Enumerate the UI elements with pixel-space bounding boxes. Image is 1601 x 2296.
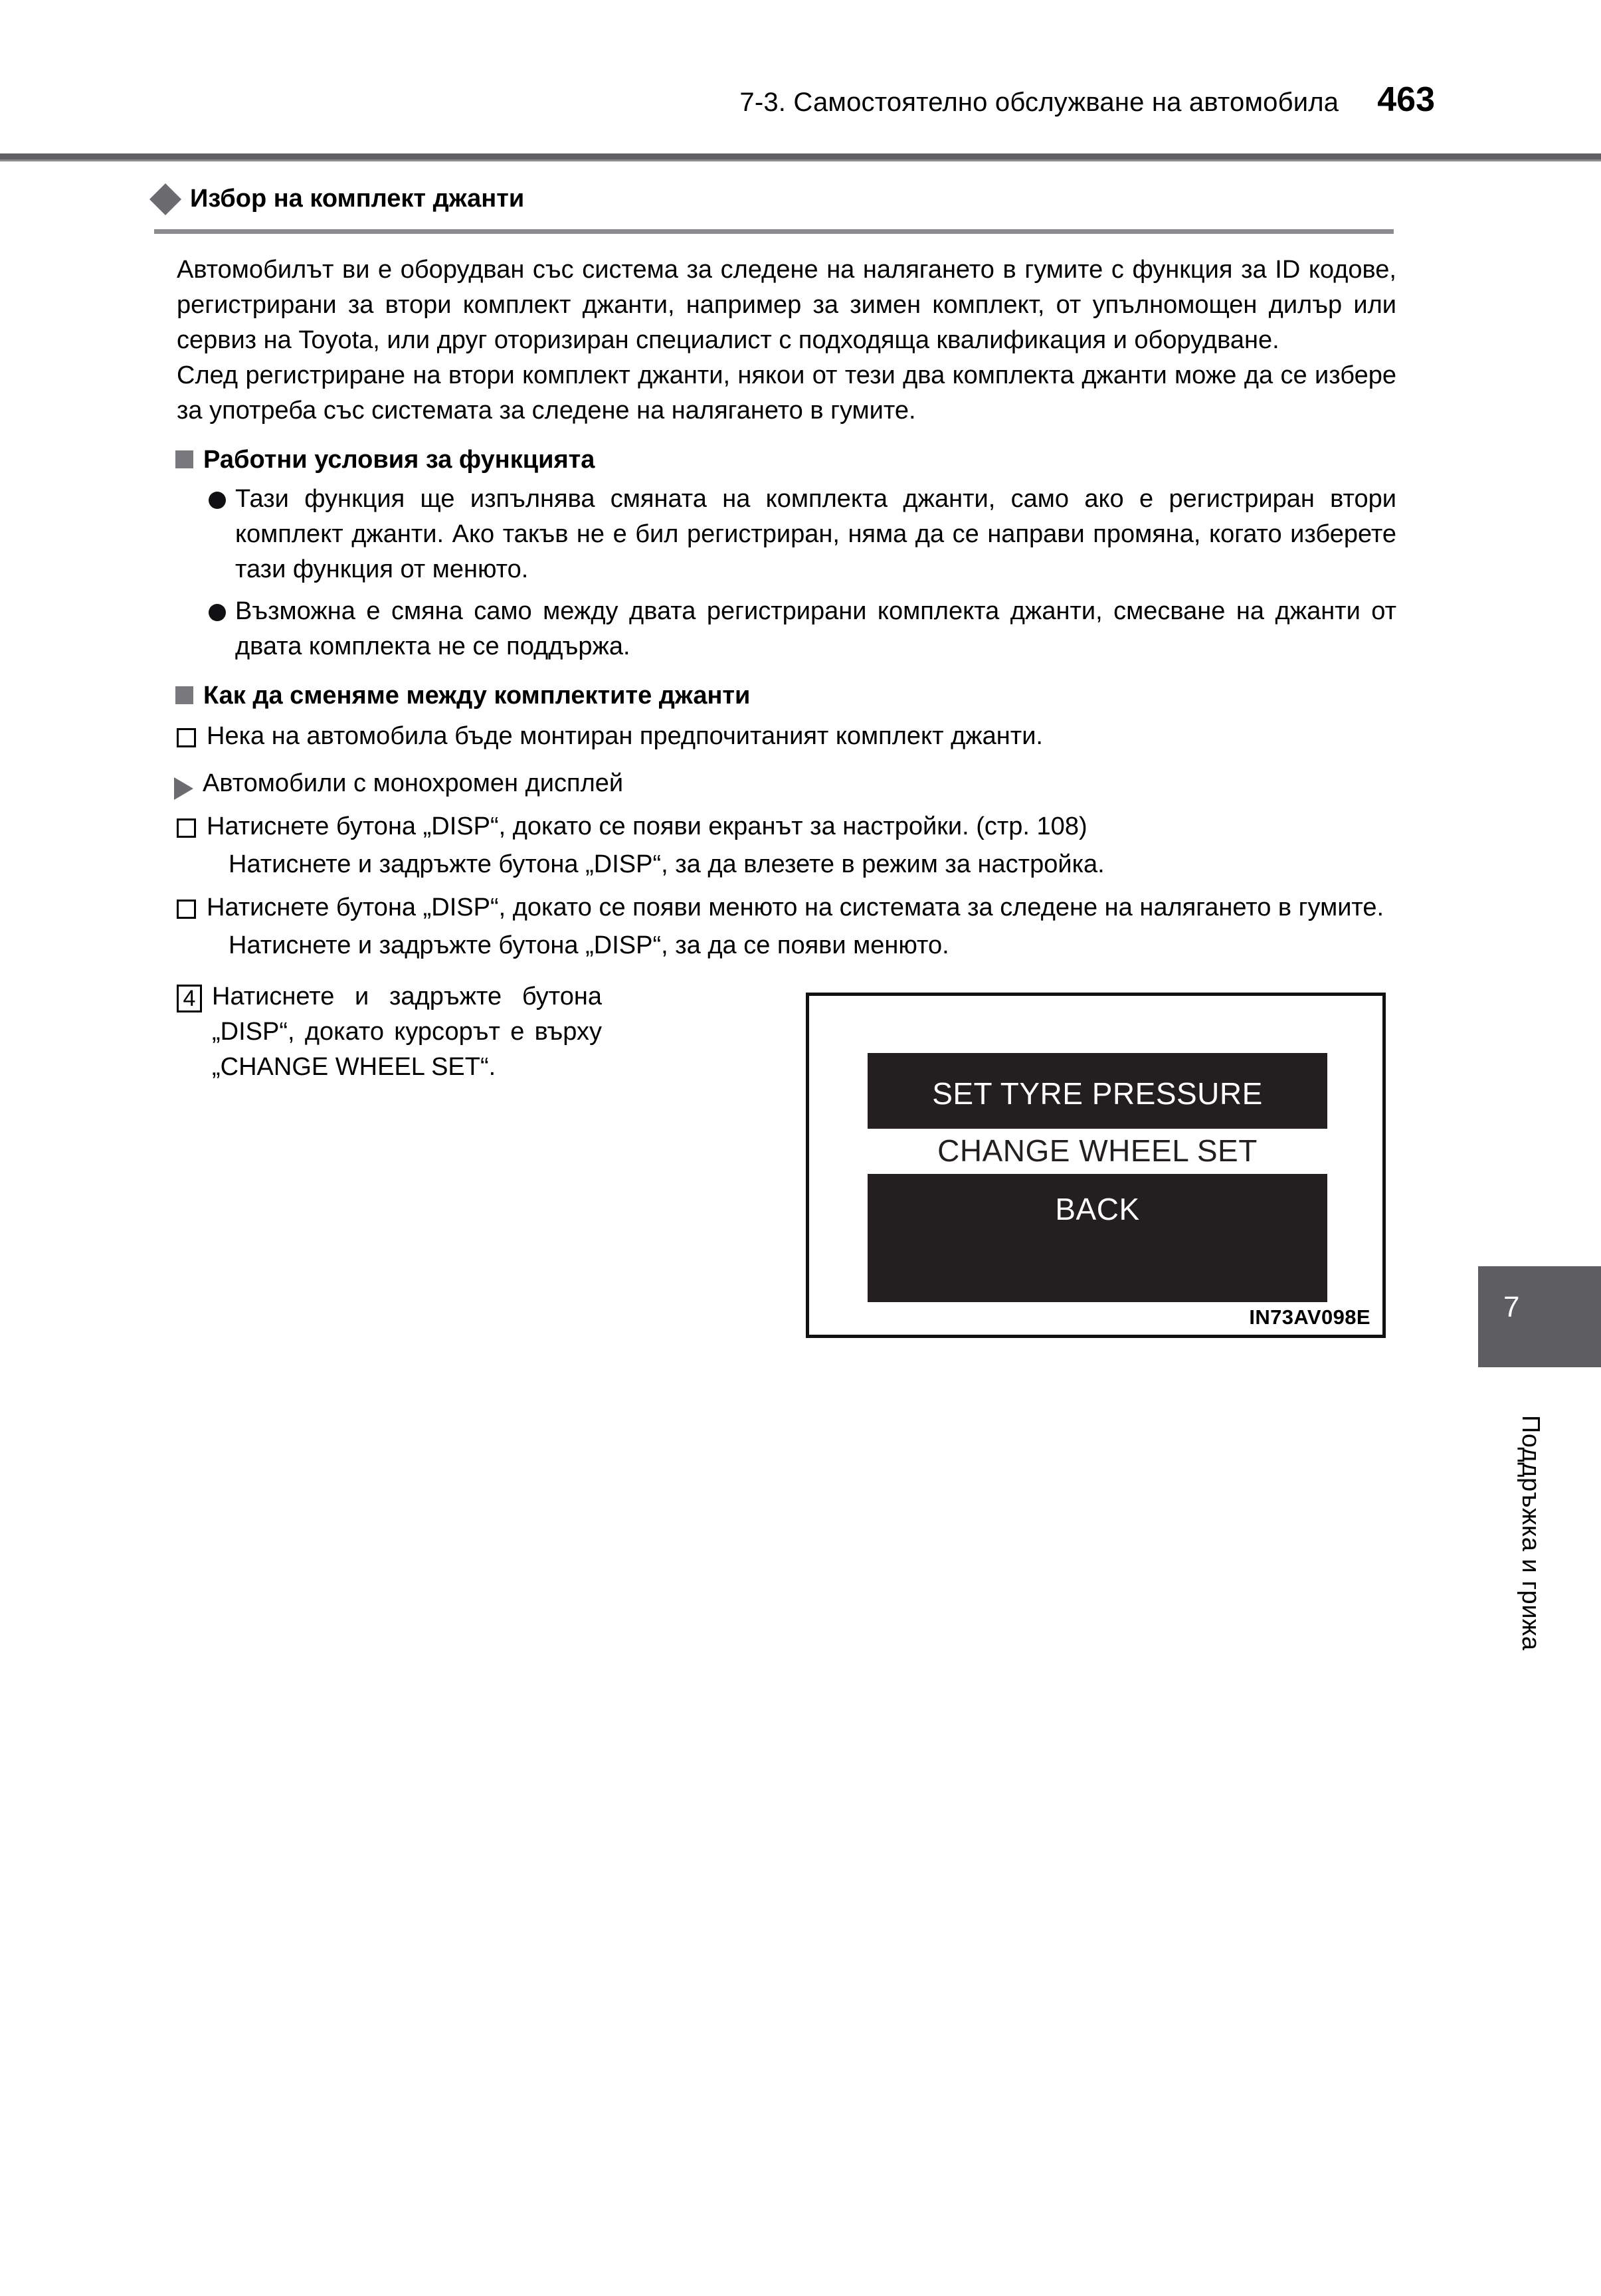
intro-paragraph-1: Автомобилът ви е оборудван със система за следене на налягането в гумите с функция за ID кодове, регистрирани за втори комплект джанти, например за зимен комплект, от упълномощен дилър или сервиз на Toyota, или друг оторизиран специалист с подходяща квалификация и оборудване. <box>177 256 1396 354</box>
content-column <box>154 252 1396 1365</box>
dot-bullet-icon <box>209 604 226 621</box>
step-item-text: Нека на автомобила бъде монтиран предпочитаният комплект джанти. <box>207 722 1043 750</box>
dot-bullet-icon <box>209 492 226 509</box>
list-item-text: Възможна е смяна само между двата регистрирани комплекта джанти, смесване на джанти от двата комплекта не се поддържа. <box>235 597 1396 660</box>
step-square-icon <box>177 900 196 919</box>
step-item-text: Натиснете бутона „DISP“, докато се появи екранът за настройки. (стр. 108) <box>207 813 1087 840</box>
figure-id-label: IN73AV098E <box>1249 1305 1370 1329</box>
step-item <box>177 890 1396 925</box>
section-title-text: Избор на комплект джанти <box>190 185 525 213</box>
step-note: Натиснете и задръжте бутона „DISP“, за да влезете в режим за настройка. <box>229 850 1105 878</box>
subheading-text: Как да сменяме между комплектите джанти <box>203 682 751 710</box>
list-item-text: Тази функция ще изпълнява смяната на комплекта джанти, само ако е регистриран втори комплект джанти. Ако такъв не е бил регистриран, няма да се направи промяна, когато изберете тази функция от менюто. <box>235 485 1396 583</box>
list-item <box>209 594 1396 664</box>
numbered-step-4 <box>177 979 602 1085</box>
menu-item-back[interactable]: BACK <box>1055 1192 1140 1226</box>
chapter-tab-label: Поддръжка и грижа <box>1517 1415 1545 1651</box>
step-with-figure <box>154 979 1396 1365</box>
page-number: 463 <box>1377 80 1435 119</box>
step-item <box>177 809 1396 844</box>
subheading-text: Работни условия за функцията <box>203 446 595 474</box>
page-header <box>0 80 1601 133</box>
figure-display-menu <box>806 993 1386 1338</box>
section-title <box>154 185 524 213</box>
chapter-tab-number: 7 <box>1503 1291 1520 1323</box>
step-item-text: Натиснете бутона „DISP“, докато се появи менюто на системата за следене на налягането в гумите. <box>207 894 1384 921</box>
subsection-monochrome-display <box>174 766 1396 801</box>
square-bullet-icon <box>175 450 193 468</box>
section-underline <box>154 229 1394 234</box>
step-note: Натиснете и задръжте бутона „DISP“, за да се появи менюто. <box>229 931 949 959</box>
triangle-bullet-icon <box>174 777 193 800</box>
numbered-step-text: Натиснете и задръжте бутона „DISP“, докато курсорът е върху „CHANGE WHEEL SET“. <box>212 983 602 1081</box>
menu-item-set-tyre-pressure[interactable]: SET TYRE PRESSURE <box>932 1076 1263 1111</box>
subsection-label: Автомобили с монохромен дисплей <box>203 769 624 797</box>
intro-paragraph-2: След регистриране на втори комплект джанти, някои от тези два комплекта джанти може да се избере за употреба със системата за следене на налягането в гумите. <box>177 361 1396 425</box>
list-item <box>209 482 1396 587</box>
header-rule <box>0 153 1601 159</box>
header-rule-secondary <box>0 159 1601 161</box>
chapter-tab <box>1478 1266 1601 1367</box>
step-item-prepare <box>177 719 1396 754</box>
diamond-bullet-icon <box>149 183 181 215</box>
header-chapter-title: 7-3. Самостоятелно обслужване на автомобила <box>739 88 1339 117</box>
subheading-procedure <box>175 680 1396 711</box>
menu-item-change-wheel-set-selected[interactable]: CHANGE WHEEL SET <box>868 1129 1327 1174</box>
step-square-icon <box>177 728 196 747</box>
square-bullet-icon <box>175 686 193 704</box>
subheading-operating-conditions <box>175 444 1396 475</box>
instrument-display-screen <box>868 1053 1327 1302</box>
step-number-box: 4 <box>177 985 202 1012</box>
step-square-icon <box>177 818 196 838</box>
